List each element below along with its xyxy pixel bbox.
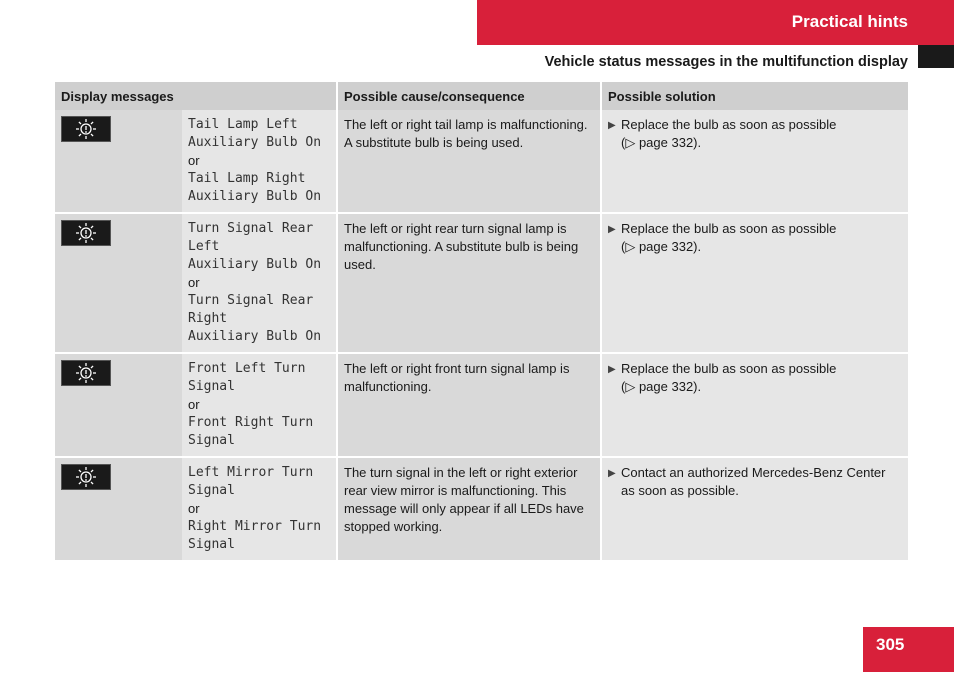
chapter-title: Practical hints xyxy=(791,12,908,31)
page-reference-link[interactable]: (▷ page 332). xyxy=(621,135,702,150)
bulb-warning-icon xyxy=(61,464,111,490)
section-title: Vehicle status messages in the multifunction display xyxy=(544,54,908,70)
bullet-triangle-icon: ▶ xyxy=(608,120,616,131)
chapter-tab-marker xyxy=(918,45,954,68)
display-icon-cell xyxy=(55,457,182,561)
display-message-text: Auxiliary Bulb On xyxy=(188,135,322,150)
display-message-cell xyxy=(182,457,337,561)
cause-cell: The turn signal in the left or right exterior rear view mirror is malfunctioning. This message will only appear if all LEDs have stopped working. xyxy=(337,457,601,561)
bulb-warning-icon xyxy=(61,220,111,246)
display-message-text: Tail Lamp Right xyxy=(188,171,306,186)
display-message-text: Signal xyxy=(188,379,235,394)
display-message-text: Front Right Turn xyxy=(188,415,314,430)
table-row xyxy=(55,110,908,213)
solution-item xyxy=(608,220,902,256)
display-message-text: Signal xyxy=(188,433,235,448)
page-number: 305 xyxy=(876,635,905,654)
display-message-text: Auxiliary Bulb On xyxy=(188,257,322,272)
display-message-text: Turn Signal Rear xyxy=(188,293,314,308)
message-or-separator: or xyxy=(188,153,200,168)
display-message-text: Auxiliary Bulb On xyxy=(188,329,322,344)
display-message-text: Tail Lamp Left xyxy=(188,117,298,132)
display-message-text: Right Mirror Turn xyxy=(188,519,322,534)
cause-cell: The left or right front turn signal lamp is malfunctioning. xyxy=(337,353,601,457)
solution-text-block xyxy=(621,220,836,256)
solution-text-block xyxy=(621,464,902,500)
solution-text: Replace the bulb as soon as possible xyxy=(621,221,837,236)
solution-cell xyxy=(601,353,908,457)
display-message-cell xyxy=(182,353,337,457)
display-message-text: Right xyxy=(188,311,228,326)
bullet-triangle-icon: ▶ xyxy=(608,364,616,375)
display-message-cell xyxy=(182,110,337,213)
bulb-warning-icon xyxy=(61,116,111,142)
display-message-text: Signal xyxy=(188,483,235,498)
column-header-display-messages: Display messages xyxy=(55,82,337,110)
display-message-text: Left xyxy=(188,239,220,254)
solution-text: Contact an authorized Mercedes-Benz Center as soon as possible. xyxy=(621,465,886,498)
solution-text-block xyxy=(621,360,836,396)
bullet-triangle-icon: ▶ xyxy=(608,468,616,479)
solution-item xyxy=(608,116,902,152)
solution-item xyxy=(608,464,902,500)
display-icon-cell xyxy=(55,110,182,213)
solution-cell xyxy=(601,110,908,213)
table-row xyxy=(55,457,908,561)
bulb-warning-icon xyxy=(61,360,111,386)
table-row xyxy=(55,213,908,353)
page-reference-link[interactable]: (▷ page 332). xyxy=(621,379,702,394)
solution-text: Replace the bulb as soon as possible xyxy=(621,117,837,132)
display-message-text: Turn Signal Rear xyxy=(188,221,314,236)
display-message-text: Front Left Turn xyxy=(188,361,306,376)
column-header-cause: Possible cause/consequence xyxy=(337,82,601,110)
bullet-triangle-icon: ▶ xyxy=(608,224,616,235)
message-or-separator: or xyxy=(188,501,200,516)
cause-cell: The left or right tail lamp is malfunctioning. A substitute bulb is being used. xyxy=(337,110,601,213)
solution-text-block xyxy=(621,116,836,152)
display-message-text: Auxiliary Bulb On xyxy=(188,189,322,204)
page-reference-link[interactable]: (▷ page 332). xyxy=(621,239,702,254)
solution-text: Replace the bulb as soon as possible xyxy=(621,361,837,376)
table-row xyxy=(55,353,908,457)
display-message-text: Signal xyxy=(188,537,235,552)
table-header-row xyxy=(55,82,908,110)
display-icon-cell xyxy=(55,213,182,353)
message-or-separator: or xyxy=(188,275,200,290)
display-message-text: Left Mirror Turn xyxy=(188,465,314,480)
display-message-cell xyxy=(182,213,337,353)
display-icon-cell xyxy=(55,353,182,457)
messages-table xyxy=(55,82,908,562)
solution-cell xyxy=(601,213,908,353)
solution-cell xyxy=(601,457,908,561)
cause-cell: The left or right rear turn signal lamp is malfunctioning. A substitute bulb is being used. xyxy=(337,213,601,353)
column-header-solution: Possible solution xyxy=(601,82,908,110)
solution-item xyxy=(608,360,902,396)
message-or-separator: or xyxy=(188,397,200,412)
